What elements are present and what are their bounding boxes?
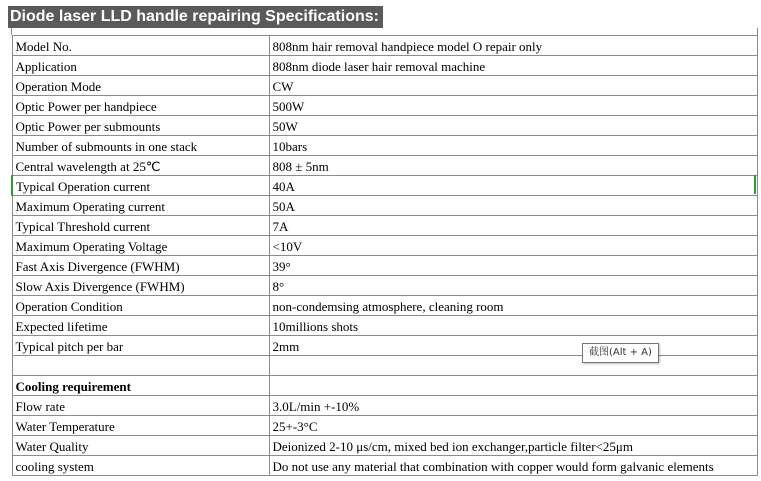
- table-row: [12, 36, 757, 56]
- row-value: 500W: [269, 96, 757, 116]
- row-value: 10millions shots: [269, 316, 757, 336]
- row-label: Flow rate: [12, 396, 269, 416]
- section-row: [12, 376, 757, 396]
- row-value: 50A: [269, 196, 757, 216]
- table-row: [12, 176, 757, 196]
- row-label: Optic Power per handpiece: [12, 96, 269, 116]
- row-value: non-condemsing atmosphere, cleaning room: [269, 296, 757, 316]
- table-row: [12, 416, 757, 436]
- row-value: Do not use any material that combination with copper would form galvanic elements: [269, 456, 757, 476]
- table-row: [12, 76, 757, 96]
- row-label: Optic Power per submounts: [12, 116, 269, 136]
- table-row: [12, 456, 757, 476]
- blank-cell: [269, 356, 757, 376]
- row-label: Central wavelength at 25℃: [12, 156, 269, 176]
- row-value: Deionized 2-10 μs/cm, mixed bed ion exchanger,particle filter<25μm: [269, 436, 757, 456]
- row-value: 25+-3°C: [269, 416, 757, 436]
- row-label: Water Temperature: [12, 416, 269, 436]
- table-row: [12, 136, 757, 156]
- table-row: [12, 296, 757, 316]
- blank-cell: [12, 356, 269, 376]
- row-label: Typical pitch per bar: [12, 336, 269, 356]
- table-row: [12, 316, 757, 336]
- page-title: Diode laser LLD handle repairing Specifications:: [8, 6, 383, 28]
- row-value: CW: [269, 76, 757, 96]
- row-value: 3.0L/min +-10%: [269, 396, 757, 416]
- spec-table: [11, 35, 758, 476]
- row-label: Expected lifetime: [12, 316, 269, 336]
- row-value: 8°: [269, 276, 757, 296]
- row-label: Number of submounts in one stack: [12, 136, 269, 156]
- row-value: 808 ± 5nm: [269, 156, 757, 176]
- table-row: [12, 436, 757, 456]
- row-label: Water Quality: [12, 436, 269, 456]
- table-row: [12, 276, 757, 296]
- table-row: [12, 96, 757, 116]
- row-label: Maximum Operating current: [12, 196, 269, 216]
- row-value: <10V: [269, 236, 757, 256]
- table-row: [12, 196, 757, 216]
- table-row: [12, 256, 757, 276]
- blank-cell: [269, 376, 757, 396]
- row-label: Operation Condition: [12, 296, 269, 316]
- table-row: [12, 236, 757, 256]
- row-value: 2mm: [269, 336, 757, 356]
- row-value: 10bars: [269, 136, 757, 156]
- table-row: [12, 156, 757, 176]
- row-label: Model No.: [12, 36, 269, 56]
- row-value: 808nm diode laser hair removal machine: [269, 56, 757, 76]
- section-heading: Cooling requirement: [12, 376, 269, 396]
- table-row: [12, 56, 757, 76]
- row-label: Slow Axis Divergence (FWHM): [12, 276, 269, 296]
- row-value: 808nm hair removal handpiece model O repair only: [269, 36, 757, 56]
- selection-marker: [754, 175, 756, 194]
- row-label: Application: [12, 56, 269, 76]
- row-label: Fast Axis Divergence (FWHM): [12, 256, 269, 276]
- row-label: Typical Operation current: [12, 176, 269, 196]
- table-row: [12, 396, 757, 416]
- table-row: [12, 116, 757, 136]
- screenshot-tooltip: 截图(Alt + A): [582, 343, 659, 363]
- row-value: 39°: [269, 256, 757, 276]
- table-row: [12, 216, 757, 236]
- row-value: 7A: [269, 216, 757, 236]
- row-value: 50W: [269, 116, 757, 136]
- row-value: 40A: [269, 176, 757, 196]
- row-label: cooling system: [12, 456, 269, 476]
- row-label: Operation Mode: [12, 76, 269, 96]
- table-top-fragment: [11, 28, 758, 35]
- row-label: Maximum Operating Voltage: [12, 236, 269, 256]
- row-label: Typical Threshold current: [12, 216, 269, 236]
